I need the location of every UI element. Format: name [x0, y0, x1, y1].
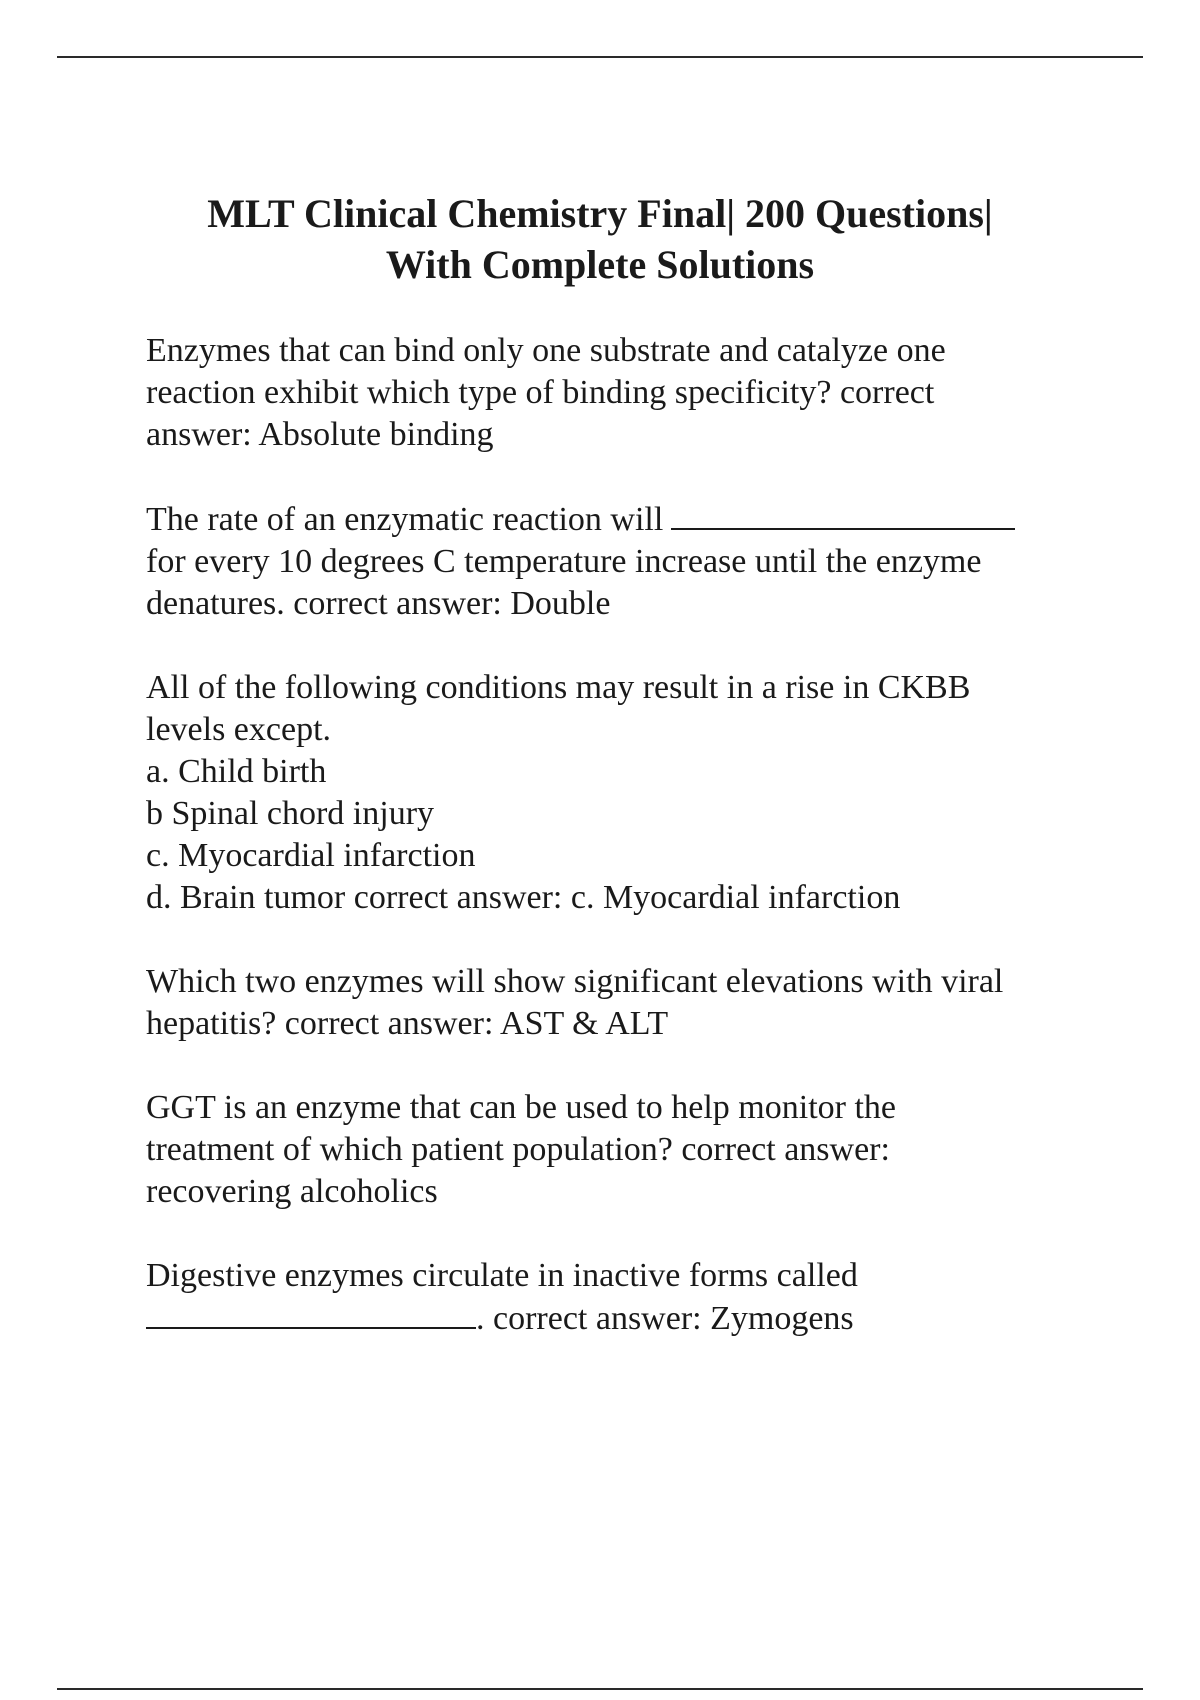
question-item — [146, 961, 1106, 1045]
question-item — [146, 667, 1106, 919]
question-text-line — [146, 498, 1106, 541]
bottom-divider — [57, 1688, 1143, 1690]
question-text-line: GGT is an enzyme that can be used to help monitor the — [146, 1089, 897, 1126]
question-text-line: answer: Absolute binding — [146, 416, 494, 453]
question-item — [146, 498, 1106, 625]
fill-in-blank — [146, 1297, 476, 1329]
answer-option: d. Brain tumor correct answer: c. Myocardial infarction — [146, 879, 901, 916]
question-text-line: Which two enzymes will show significant elevations with viral — [146, 963, 1004, 1000]
question-text-line: Enzymes that can bind only one substrate and catalyze one — [146, 332, 946, 369]
question-text: The rate of an enzymatic reaction will — [146, 501, 664, 538]
question-text-line: denatures. correct answer: Double — [146, 585, 611, 622]
question-item — [146, 1087, 1106, 1213]
question-text-line: Digestive enzymes circulate in inactive forms called — [146, 1257, 858, 1294]
title-line-1: MLT Clinical Chemistry Final| 200 Questions| — [207, 191, 993, 236]
fill-in-blank — [671, 498, 1015, 530]
answer-option: a. Child birth — [146, 753, 327, 790]
answer-option: c. Myocardial infarction — [146, 837, 476, 874]
top-divider — [57, 56, 1143, 58]
question-text-line: treatment of which patient population? correct answer: — [146, 1131, 890, 1168]
question-item — [146, 1255, 1106, 1340]
page-title — [100, 188, 1100, 290]
answer-text: . correct answer: Zymogens — [476, 1300, 854, 1337]
question-item — [146, 330, 1106, 456]
question-text-line: hepatitis? correct answer: AST & ALT — [146, 1005, 669, 1042]
question-text-line: reaction exhibit which type of binding specificity? correct — [146, 374, 935, 411]
question-text-line: All of the following conditions may result in a rise in CKBB — [146, 669, 971, 706]
answer-option: b Spinal chord injury — [146, 795, 435, 832]
question-text-line — [146, 1297, 1106, 1340]
question-list — [146, 330, 1106, 1382]
question-text-line: recovering alcoholics — [146, 1173, 438, 1210]
question-text-line: for every 10 degrees C temperature increase until the enzyme — [146, 543, 982, 580]
question-text-line: levels except. — [146, 711, 332, 748]
title-line-2: With Complete Solutions — [385, 242, 815, 287]
